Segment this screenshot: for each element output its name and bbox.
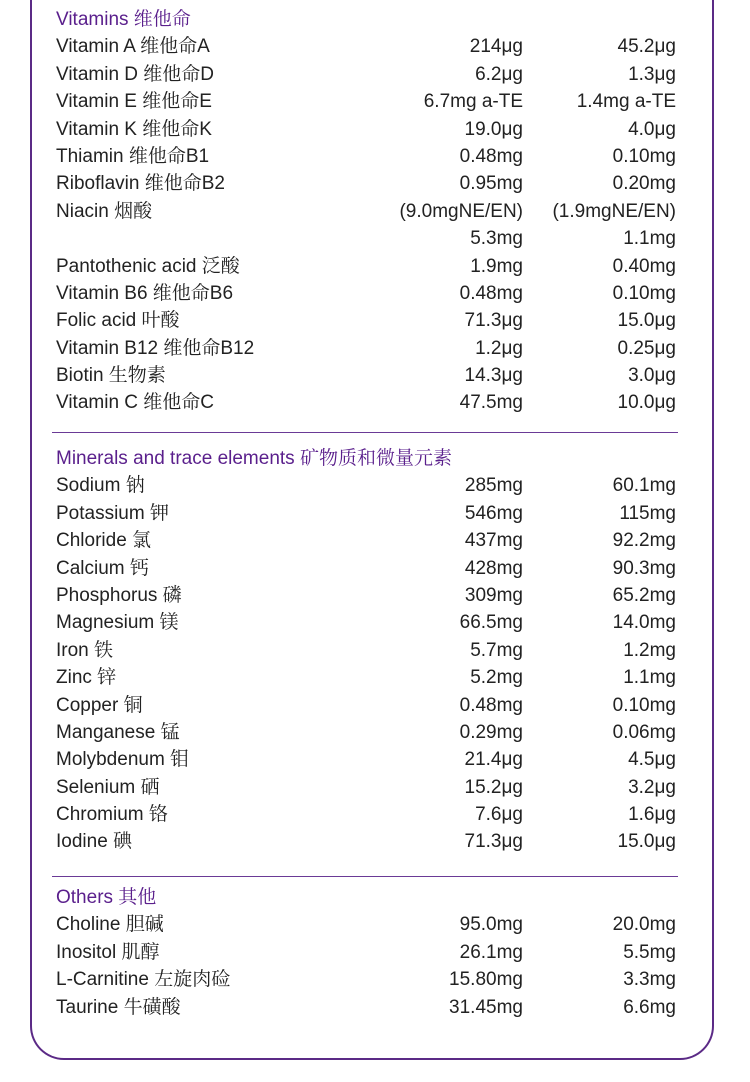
nutrient-name: Manganese 锰 [56,721,180,743]
nutrient-row [56,143,676,170]
value-per-100ml: 4.0μg [628,118,676,140]
section-title: Vitamins 维他命 [56,9,191,30]
value-per-100ml: 4.5μg [628,749,676,771]
value-per-100g: 71.3μg [464,831,523,853]
value-per-100g: 1.9mg [470,255,523,277]
nutrient-name: Copper 铜 [56,694,143,716]
value-per-100ml: 1.2mg [623,639,676,661]
nutrient-row [56,198,676,225]
value-per-100ml: 15.0μg [617,831,676,853]
value-per-100g: 6.2μg [475,63,523,85]
nutrient-name: Vitamin B12 维他命B12 [56,337,255,359]
nutrient-row [56,939,676,966]
value-per-100g: 26.1mg [459,941,523,963]
value-per-100g: 7.6μg [475,804,523,826]
nutrient-name: Sodium 钠 [56,475,145,497]
value-per-100ml: 0.10mg [612,145,676,167]
value-per-100ml: 60.1mg [612,475,676,497]
nutrient-row [56,527,676,554]
nutrient-name: Vitamin K 维他命K [56,118,212,140]
section-title: Others 其他 [56,887,157,908]
nutrient-name: Potassium 钾 [56,502,169,524]
nutrient-name: Vitamin D 维他命D [56,63,215,85]
section-minerals [56,445,676,856]
nutrient-row [56,88,676,115]
value-per-100ml: 45.2μg [617,36,676,58]
value-per-100ml: 115mg [619,502,676,524]
value-per-100ml: 10.0μg [617,392,676,414]
nutrient-name: Folic acid 叶酸 [56,310,180,332]
value-per-100g: 21.4μg [464,749,523,771]
value-per-100ml: 14.0mg [612,612,676,634]
value-per-100ml: 0.10mg [612,282,676,304]
nutrient-row [56,609,676,636]
nutrient-name: Iodine 碘 [56,831,133,853]
nutrient-row [56,389,676,416]
value-per-100g: 15.80mg [449,969,523,991]
nutrient-name: Vitamin B6 维他命B6 [56,282,234,304]
nutrient-row [56,966,676,993]
value-per-100ml: 6.6mg [623,996,676,1018]
nutrient-name: Taurine 牛磺酸 [56,996,181,1018]
nutrient-name: Choline 胆碱 [56,914,164,936]
value-per-100g: 0.48mg [459,145,523,167]
value-per-100g: 95.0mg [459,914,523,936]
nutrient-name: Pantothenic acid 泛酸 [56,255,240,277]
nutrient-name: Calcium 钙 [56,557,149,579]
nutrient-row [56,335,676,362]
value-per-100g: 428mg [464,557,523,579]
nutrient-name: Zinc 锌 [56,667,117,689]
nutrient-row [56,472,676,499]
value-per-100g: 71.3μg [464,310,523,332]
value-per-100g: (9.0mgNE/EN) [399,200,523,222]
section-divider [52,876,678,877]
nutrient-name: Niacin 烟酸 [56,200,153,222]
nutrient-name: Molybdenum 钼 [56,749,190,771]
nutrient-name: Vitamin C 维他命C [56,392,215,414]
nutrient-name: Phosphorus 磷 [56,584,182,606]
nutrient-name: Thiamin 维他命B1 [56,145,210,167]
section-others [56,884,676,1021]
value-per-100ml: 1.1mg [623,667,676,689]
nutrient-name: Inositol 肌醇 [56,941,160,963]
value-per-100g: 19.0μg [464,118,523,140]
value-per-100g: 0.29mg [459,721,523,743]
nutrient-name: Riboflavin 维他命B2 [56,173,225,195]
value-per-100ml: 0.40mg [612,255,676,277]
nutrient-row [56,582,676,609]
value-per-100g: 0.48mg [459,282,523,304]
value-per-100ml: 1.1mg [623,228,676,250]
nutrient-row [56,994,676,1021]
value-per-100ml: 20.0mg [612,914,676,936]
value-per-100g: 309mg [464,584,523,606]
nutrient-row [56,225,676,252]
nutrient-name: Iron 铁 [56,639,114,661]
nutrient-name: L-Carnitine 左旋肉硷 [56,969,231,991]
value-per-100ml: 65.2mg [612,584,676,606]
section-title: Minerals and trace elements 矿物质和微量元素 [56,448,452,469]
value-per-100ml: 3.0μg [628,365,676,387]
nutrient-row [56,500,676,527]
nutrient-row [56,637,676,664]
value-per-100ml: 3.2μg [628,776,676,798]
nutrient-row [56,801,676,828]
nutrient-name: Vitamin E 维他命E [56,91,212,113]
value-per-100g: 1.2μg [475,337,523,359]
value-per-100g: 546mg [464,502,523,524]
value-per-100ml: 92.2mg [612,530,676,552]
nutrient-row [56,33,676,60]
nutrient-row [56,61,676,88]
nutrient-name: Chloride 氯 [56,530,152,552]
value-per-100g: 5.7mg [470,639,523,661]
nutrient-name: Magnesium 镁 [56,612,179,634]
value-per-100ml: 15.0μg [617,310,676,332]
value-per-100ml: 5.5mg [623,941,676,963]
value-per-100ml: 90.3mg [612,557,676,579]
value-per-100g: 0.48mg [459,694,523,716]
nutrient-row [56,280,676,307]
nutrient-row [56,719,676,746]
value-per-100ml: 3.3mg [623,969,676,991]
nutrient-row [56,253,676,280]
nutrient-row [56,774,676,801]
value-per-100g: 6.7mg a-TE [423,91,523,113]
section-vitamins [56,6,676,417]
section-divider [52,432,678,433]
value-per-100g: 66.5mg [459,612,523,634]
nutrient-row [56,362,676,389]
value-per-100ml: 1.4mg a-TE [576,91,676,113]
value-per-100ml: 0.25μg [617,337,676,359]
value-per-100g: 47.5mg [459,392,523,414]
nutrient-row [56,828,676,855]
nutrient-name: Selenium 硒 [56,776,160,798]
value-per-100ml: 0.20mg [612,173,676,195]
nutrient-row [56,911,676,938]
value-per-100ml: 1.6μg [628,804,676,826]
value-per-100g: 0.95mg [459,173,523,195]
value-per-100g: 15.2μg [464,776,523,798]
value-per-100ml: 1.3μg [628,63,676,85]
nutrient-row [56,307,676,334]
value-per-100ml: (1.9mgNE/EN) [552,200,676,222]
nutrient-row [56,555,676,582]
nutrient-name: Chromium 铬 [56,804,168,826]
nutrient-row [56,692,676,719]
value-per-100g: 437mg [464,530,523,552]
value-per-100g: 214μg [469,36,523,58]
value-per-100ml: 0.06mg [612,721,676,743]
value-per-100ml: 0.10mg [612,694,676,716]
nutrient-row [56,116,676,143]
value-per-100g: 285mg [464,475,523,497]
nutrient-row [56,664,676,691]
value-per-100g: 31.45mg [449,996,523,1018]
nutrient-name: Biotin 生物素 [56,365,166,387]
nutrient-row [56,746,676,773]
value-per-100g: 5.3mg [470,228,523,250]
nutrient-row [56,170,676,197]
value-per-100g: 14.3μg [464,365,523,387]
nutrient-name: Vitamin A 维他命A [56,36,210,58]
value-per-100g: 5.2mg [470,667,523,689]
